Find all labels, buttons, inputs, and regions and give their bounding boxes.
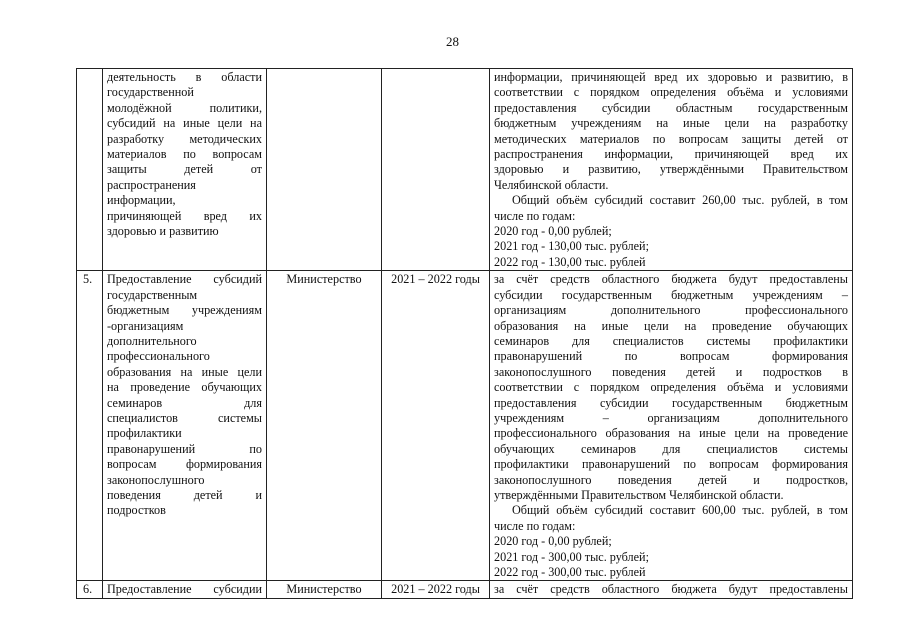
measure-name	[103, 69, 267, 271]
text-line: вопросам формирования	[107, 457, 262, 472]
term	[382, 69, 490, 271]
year-amount: 2020 год - 0,00 рублей;	[494, 534, 612, 549]
measure-name	[103, 271, 267, 581]
executor: Министерство	[267, 271, 382, 581]
text-line: законопослушного поведения детей и подростков в	[494, 364, 848, 379]
text-line: дополнительного	[107, 333, 197, 348]
text-line: утверждёнными Правительством Челябинской области.	[494, 487, 784, 502]
text-line: за счёт средств областного бюджета будут предоставлены	[494, 272, 848, 287]
text-line: субсидий на иные цели на	[107, 116, 262, 131]
text-line: молодёжной политики,	[107, 100, 262, 115]
text-line: обучающих семинаров для специалистов системы	[494, 441, 848, 456]
text-line: методических материалов по вопросам защиты детей от	[494, 131, 848, 146]
text-line: организациям дополнительного профессионального	[494, 303, 848, 318]
text-line: Челябинской области.	[494, 177, 609, 192]
text-line: субсидии государственным бюджетным учреждениям –	[494, 287, 848, 302]
text-line: причиняющей вред их	[107, 208, 262, 223]
text-line: профессионального образования на иные цели на проведение	[494, 426, 848, 441]
page-number: 28	[446, 34, 459, 49]
text-line: защиты детей от	[107, 162, 262, 177]
text-line: соответствии с порядком определения объёма и условиями	[494, 380, 848, 395]
text-line: информации, причиняющей вред их здоровью и развитию, в	[494, 70, 848, 84]
text-line: за счёт средств областного бюджета будут предоставлены	[494, 582, 848, 597]
text-line: профессионального	[107, 349, 210, 364]
term: 2021 – 2022 годы	[382, 271, 490, 581]
text-line: государственной	[107, 85, 194, 100]
text-line: законопослушного	[107, 472, 205, 487]
text-line: разработку методических	[107, 131, 262, 146]
executor: Министерство	[267, 581, 382, 598]
text-line: Предоставление субсидий	[107, 272, 262, 287]
measure-name	[103, 581, 267, 598]
text-line: деятельность в области	[107, 70, 262, 84]
year-amount: 2022 год - 300,00 тыс. рублей	[494, 565, 646, 579]
text-line: правонарушений по	[107, 441, 262, 456]
text-line: подростков	[107, 503, 166, 518]
measure-description	[490, 581, 853, 598]
text-line: предоставления субсидии областным государственным	[494, 100, 848, 115]
text-line: поведения детей и	[107, 487, 262, 502]
text-line: бюджетным учреждениям на иные цели на разработку	[494, 116, 848, 131]
text-line: здоровью и развитию	[107, 224, 219, 239]
year-amount: 2022 год - 130,00 тыс. рублей	[494, 254, 646, 269]
year-amount: 2021 год - 130,00 тыс. рублей;	[494, 239, 649, 254]
text-line: профилактики	[107, 426, 182, 441]
row-number: 6.	[77, 581, 103, 598]
measures-table	[76, 68, 853, 599]
text-line: семинаров для специалистов системы профилактики	[494, 333, 848, 348]
text-line: образования на иные цели	[107, 364, 262, 379]
text-line: распространения	[107, 177, 196, 192]
term: 2021 – 2022 годы	[382, 581, 490, 598]
text-line: предоставления субсидии государственным бюджетным	[494, 395, 848, 410]
text-line: здоровью и развитию, утверждёнными Правительством	[494, 162, 848, 177]
text-line: распространения информации, причиняющей вред их	[494, 147, 848, 162]
row-number: 5.	[77, 271, 103, 581]
measure-description	[490, 69, 853, 271]
text-line: семинаров для	[107, 395, 262, 410]
text-line: профилактики правонарушений по вопросам формирования	[494, 457, 848, 472]
executor	[267, 69, 382, 271]
table-row	[77, 581, 853, 598]
text-line: бюджетным учреждениям	[107, 303, 262, 318]
text-line: соответствии с порядком определения объёма и условиями	[494, 85, 848, 100]
table-row	[77, 271, 853, 581]
subsidy-total: Общий объём субсидий составит 260,00 тыс. рублей, в том числе по годам:	[494, 193, 848, 223]
text-line: образования на иные цели на проведение обучающих	[494, 318, 848, 333]
row-number	[77, 69, 103, 271]
year-amount: 2020 год - 0,00 рублей;	[494, 224, 612, 239]
year-amount: 2021 год - 300,00 тыс. рублей;	[494, 549, 649, 564]
text-line: на проведение обучающих	[107, 380, 262, 395]
text-line: Предоставление субсидии	[107, 582, 262, 597]
text-line: законопослушного поведения детей и подростков,	[494, 472, 848, 487]
measure-description	[490, 271, 853, 581]
text-line: специалистов системы	[107, 410, 262, 425]
table-row	[77, 69, 853, 271]
text-line: материалов по вопросам	[107, 147, 262, 162]
text-line: -организациям	[107, 318, 184, 333]
subsidy-total: Общий объём субсидий составит 600,00 тыс. рублей, в том числе по годам:	[494, 503, 848, 533]
text-line: государственным	[107, 287, 198, 302]
text-line: правонарушений по вопросам формирования	[494, 349, 848, 364]
text-line: информации,	[107, 193, 176, 208]
text-line: учреждениям – организациям дополнительного	[494, 410, 848, 425]
